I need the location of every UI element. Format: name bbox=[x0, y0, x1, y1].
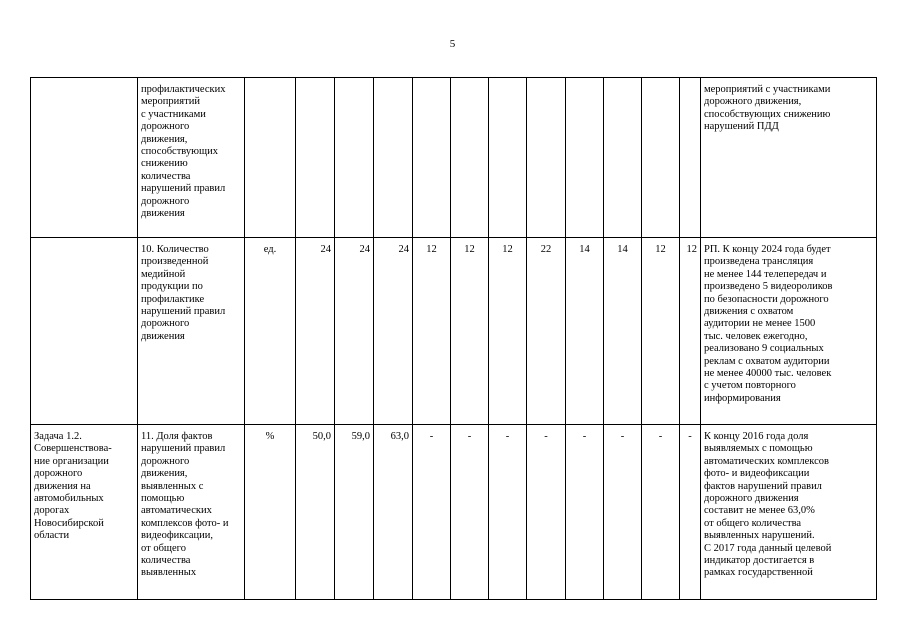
value-cell bbox=[566, 78, 604, 238]
result-cell: мероприятий с участниками дорожного движения, способствующих снижению нарушений ПДД bbox=[701, 78, 877, 238]
value-cell: - bbox=[642, 425, 680, 600]
table-row bbox=[31, 78, 877, 238]
task-cell bbox=[31, 238, 138, 425]
value-cell bbox=[413, 78, 451, 238]
value-cell: 63,0 bbox=[374, 425, 413, 600]
value-cell: 59,0 bbox=[335, 425, 374, 600]
value-cell: - bbox=[604, 425, 642, 600]
indicator-cell: профилактических мероприятий с участниками дорожного движения, способствующих снижению количества нарушений правил дорожного движения bbox=[138, 78, 245, 238]
value-cell: 12 bbox=[642, 238, 680, 425]
value-cell: - bbox=[566, 425, 604, 600]
task-cell: Задача 1.2. Совершенствова- ние организации дорожного движения на автомобильных дорогах Новосибирской области bbox=[31, 425, 138, 600]
value-cell: 12 bbox=[489, 238, 527, 425]
value-cell: - bbox=[451, 425, 489, 600]
result-cell: РП. К концу 2024 года будет произведена трансляция не менее 144 телепередач и произведено 5 видеороликов по безопасности дорожного движения с охватом аудитории не менее 1500 тыс. человек ежегодно, реализовано 9 социальных реклам с охватом аудитории не менее 40000 тыс. человек с учетом повторного информирования bbox=[701, 238, 877, 425]
value-cell: - bbox=[527, 425, 566, 600]
value-cell: 50,0 bbox=[296, 425, 335, 600]
indicator-cell: 11. Доля фактов нарушений правил дорожного движения, выявленных с помощью автоматических комплексов фото- и видеофиксации, от общего количества выявленных bbox=[138, 425, 245, 600]
value-cell: 14 bbox=[604, 238, 642, 425]
value-cell: - bbox=[489, 425, 527, 600]
value-cell: 24 bbox=[374, 238, 413, 425]
value-cell: 12 bbox=[451, 238, 489, 425]
value-cell bbox=[604, 78, 642, 238]
page-number: 5 bbox=[449, 38, 456, 50]
value-cell: 24 bbox=[335, 238, 374, 425]
table-row bbox=[31, 238, 877, 425]
table-row bbox=[31, 425, 877, 600]
value-cell: - bbox=[680, 425, 701, 600]
unit-cell bbox=[245, 78, 296, 238]
value-cell bbox=[527, 78, 566, 238]
indicators-table bbox=[30, 77, 877, 600]
value-cell: 22 bbox=[527, 238, 566, 425]
value-cell bbox=[489, 78, 527, 238]
unit-cell: % bbox=[245, 425, 296, 600]
value-cell: 12 bbox=[680, 238, 701, 425]
value-cell: - bbox=[413, 425, 451, 600]
result-cell: К концу 2016 года доля выявляемых с помощью автоматических комплексов фото- и видеофиксации фактов нарушений правил дорожного движения составит не менее 63,0% от общего количества выявленных нарушений. С 2017 года данный целевой индикатор достигается в рамках государственной bbox=[701, 425, 877, 600]
task-cell bbox=[31, 78, 138, 238]
value-cell bbox=[680, 78, 701, 238]
value-cell bbox=[296, 78, 335, 238]
indicator-cell: 10. Количество произведенной медийной продукции по профилактике нарушений правил дорожного движения bbox=[138, 238, 245, 425]
value-cell bbox=[451, 78, 489, 238]
value-cell bbox=[374, 78, 413, 238]
value-cell bbox=[642, 78, 680, 238]
value-cell: 14 bbox=[566, 238, 604, 425]
value-cell: 24 bbox=[296, 238, 335, 425]
unit-cell: ед. bbox=[245, 238, 296, 425]
value-cell bbox=[335, 78, 374, 238]
value-cell: 12 bbox=[413, 238, 451, 425]
